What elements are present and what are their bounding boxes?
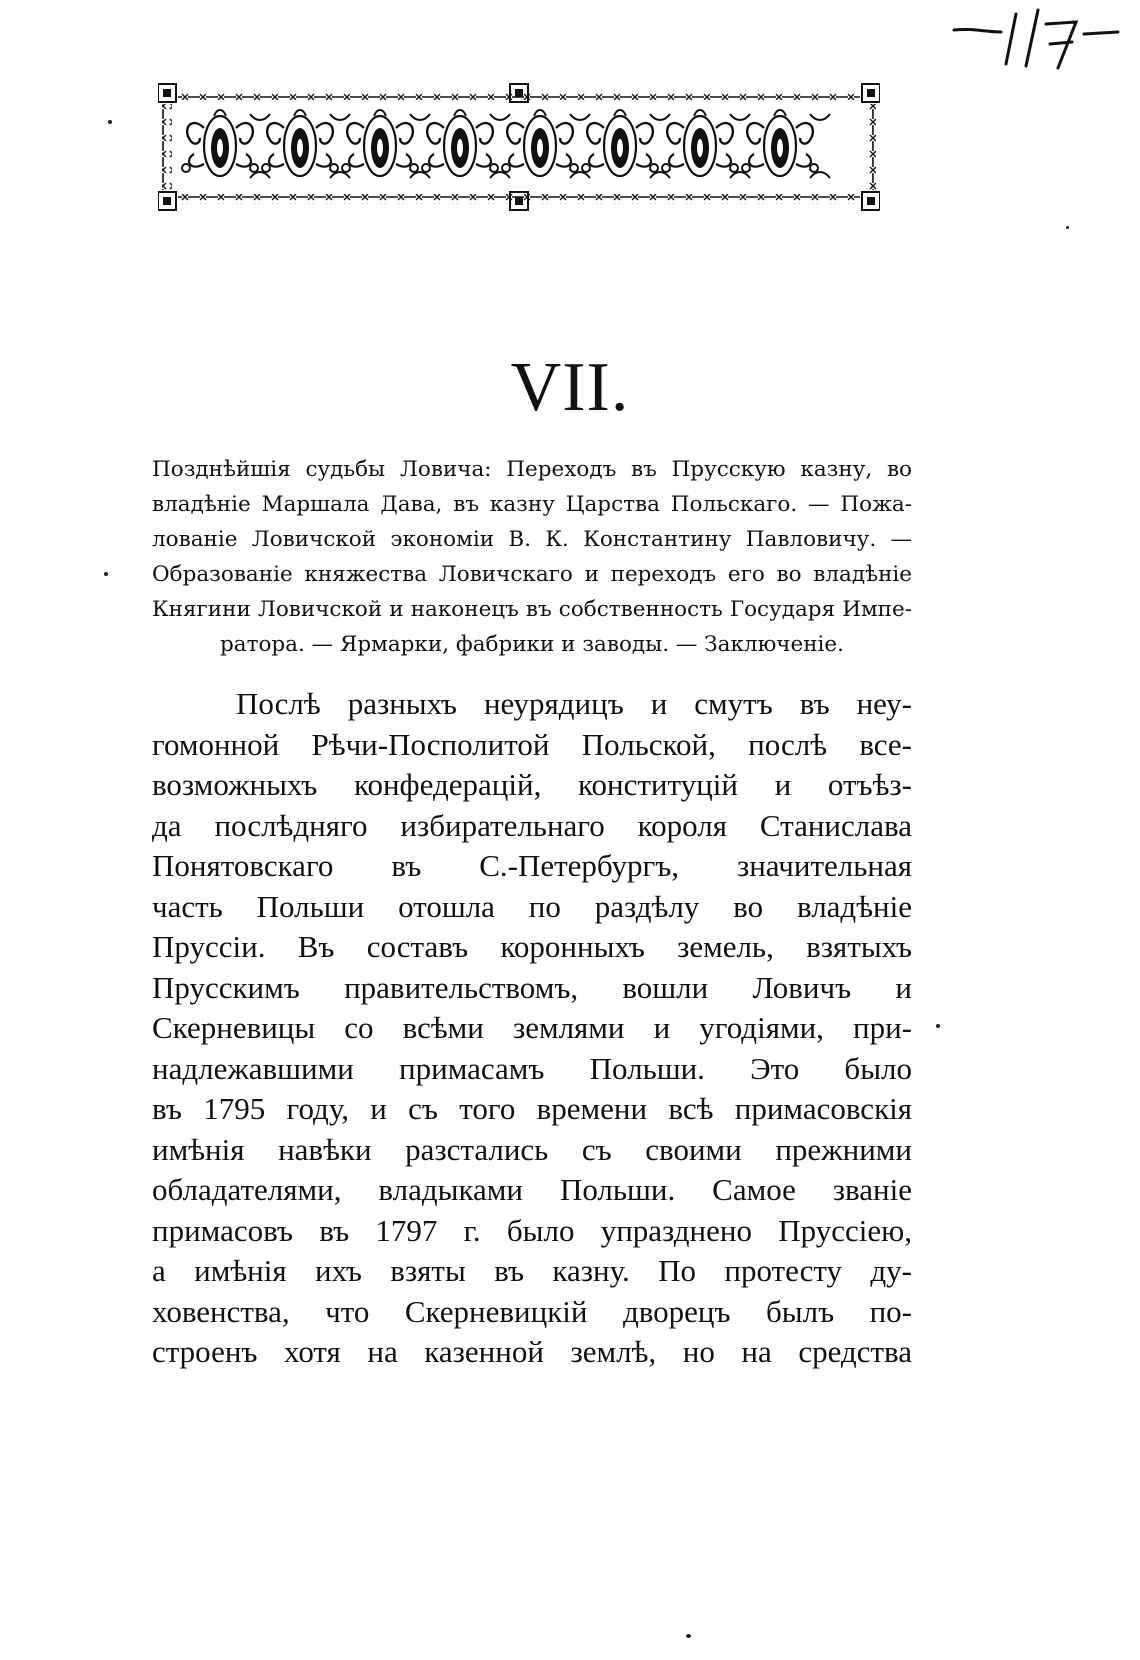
- headpiece-ornament-drawing: [158, 82, 880, 212]
- handwritten-page-number-drawing: [946, 2, 1126, 72]
- summary-line: Образованіе княжества Ловичскаго и переходъ его во владѣніе: [152, 562, 912, 587]
- body-line: да послѣдняго избирательнаго короля Станислава: [152, 807, 912, 843]
- chapter-number: VII.: [510, 349, 630, 426]
- body-line: надлежавшими примасамъ Польши. Это было: [152, 1050, 912, 1086]
- handwritten-page-number: [946, 2, 1126, 72]
- scan-speck: [104, 572, 108, 576]
- ornamental-headpiece: [158, 82, 880, 212]
- body-line: Прусскимъ правительствомъ, вошли Ловичъ и: [152, 969, 912, 1005]
- summary-line: владѣніе Маршала Дава, въ казну Царства Польскаго. — Пожа-: [152, 492, 912, 517]
- body-line: примасовъ въ 1797 г. было упразднено Пруссіею,: [152, 1212, 912, 1248]
- body-line: Послѣ разныхъ неурядицъ и смутъ въ неу-: [236, 686, 912, 721]
- summary-line: ратора. — Ярмарки, фабрики и заводы. — Заключеніе.: [220, 632, 844, 657]
- body-line: имѣнія навѣки разстались съ своими прежними: [152, 1131, 912, 1167]
- summary-line: Княгини Ловичской и наконецъ въ собственность Государя Импе-: [152, 597, 912, 622]
- scan-speck: [686, 1634, 691, 1638]
- body-line: часть Польши отошла по раздѣлу во владѣніе: [152, 888, 912, 924]
- summary-line: Позднѣйшія судьбы Ловича: Переходъ въ Прусскую казну, во: [152, 457, 912, 482]
- body-line: Скерневицы со всѣми землями и угодіями, при-: [152, 1010, 912, 1045]
- body-line: а имѣнія ихъ взяты въ казну. По протесту ду-: [152, 1253, 912, 1288]
- scan-speck: [108, 120, 112, 124]
- body-line: Понятовскаго въ С.-Петербургъ, значительная: [152, 848, 912, 883]
- scan-speck: [936, 1024, 940, 1028]
- scan-speck: [1066, 226, 1069, 229]
- body-line: гомонной Рѣчи-Посполитой Польской, послѣ все-: [152, 726, 912, 762]
- body-paragraph: [152, 684, 912, 1373]
- body-line: Пруссіи. Въ составъ коронныхъ земель, взятыхъ: [152, 929, 912, 964]
- summary-line: лованіе Ловичской экономіи В. К. Константину Павловичу. —: [152, 527, 912, 552]
- chapter-summary: [152, 452, 912, 662]
- body-line: строенъ хотя на казенной землѣ, но на средства: [152, 1334, 912, 1369]
- body-line: возможныхъ конфедерацій, конституцій и отъѣз-: [152, 767, 912, 802]
- body-line: въ 1795 году, и съ того времени всѣ примасовскія: [152, 1091, 912, 1126]
- body-line: обладателями, владыками Польши. Самое званіе: [152, 1172, 912, 1207]
- body-line: ховенства, что Скерневицкій дворецъ былъ по-: [152, 1293, 912, 1329]
